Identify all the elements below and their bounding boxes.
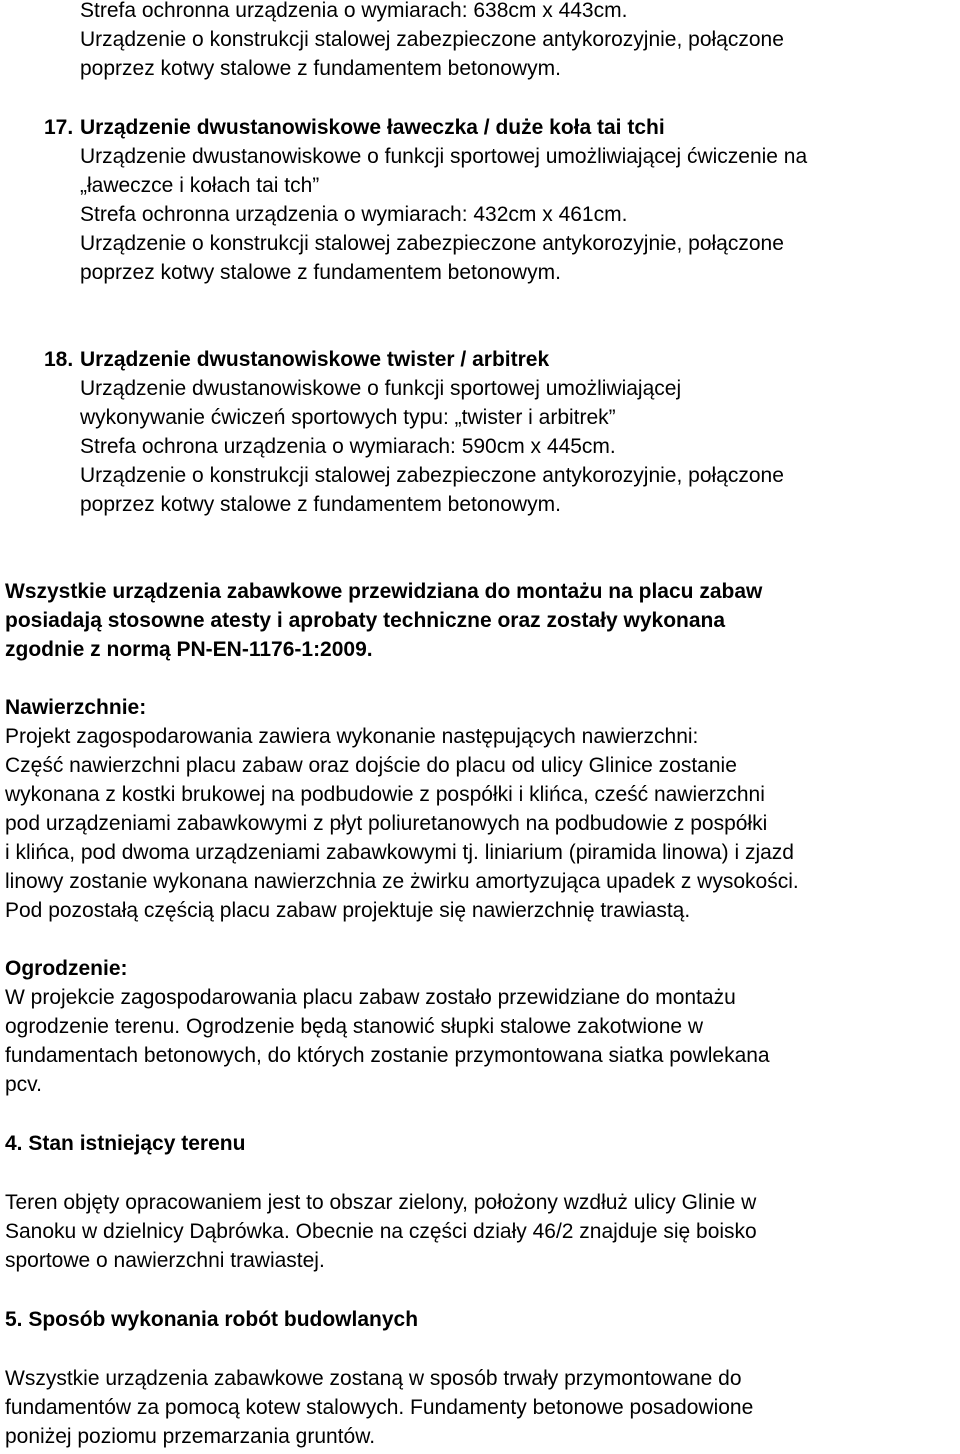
section-5-line-1: Wszystkie urządzenia zabawkowe zostaną w sposób trwały przymontowane do bbox=[5, 1367, 742, 1390]
item-18-line-4: Urządzenie o konstrukcji stalowej zabezpieczone antykorozyjnie, połączone bbox=[80, 464, 784, 487]
certification-line-2: posiadają stosowne atesty i aprobaty techniczne oraz zostały wykonana bbox=[5, 609, 726, 632]
section-5-line-3: poniżej poziomu przemarzania gruntów. bbox=[5, 1425, 376, 1448]
section-4-heading: 4. Stan istniejący terenu bbox=[5, 1132, 246, 1155]
item-18-title: Urządzenie dwustanowiskowe twister / arbitrek bbox=[80, 348, 550, 371]
section-5-line-2: fundamentów za pomocą kotew stalowych. Fundamenty betonowe posadowione bbox=[5, 1396, 754, 1419]
section-5-heading: 5. Sposób wykonania robót budowlanych bbox=[5, 1308, 419, 1331]
section-4-line-1: Teren objęty opracowaniem jest to obszar zielony, położony wzdłuż ulicy Glinie w bbox=[5, 1191, 757, 1214]
fencing-line-4: pcv. bbox=[5, 1073, 42, 1096]
item-17-line-5: poprzez kotwy stalowe z fundamentem betonowym. bbox=[80, 261, 561, 284]
surfaces-line-1: Projekt zagospodarowania zawiera wykonanie następujących nawierzchni: bbox=[5, 725, 699, 748]
item-17-title: Urządzenie dwustanowiskowe ławeczka / duże koła tai tchi bbox=[80, 116, 665, 139]
item-18-number: 18. bbox=[44, 348, 74, 371]
fencing-line-2: ogrodzenie terenu. Ogrodzenie będą stanowić słupki stalowe zakotwione w bbox=[5, 1015, 704, 1038]
certification-line-3: zgodnie z normą PN-EN-1176-1:2009. bbox=[5, 638, 373, 661]
surfaces-line-2: Część nawierzchni placu zabaw oraz dojście do placu od ulicy Glinice zostanie bbox=[5, 754, 737, 777]
item-17-line-2: „ławeczce i kołach tai tch” bbox=[80, 174, 320, 197]
surfaces-line-6: linowy zostanie wykonana nawierzchnia ze żwirku amortyzująca upadek z wysokości. bbox=[5, 870, 799, 893]
item-18-line-1: Urządzenie dwustanowiskowe o funkcji sportowej umożliwiającej bbox=[80, 377, 682, 400]
surfaces-line-5: i klińca, pod dwoma urządzeniami zabawkowymi tj. liniarium (piramida linowa) i zjazd bbox=[5, 841, 794, 864]
section-4-line-2: Sanoku w dzielnicy Dąbrówka. Obecnie na części działy 46/2 znajduje się boisko bbox=[5, 1220, 757, 1243]
surfaces-line-4: pod urządzeniami zabawkowymi z płyt poliuretanowych na podbudowie z pospółki bbox=[5, 812, 768, 835]
surfaces-line-7: Pod pozostałą częścią placu zabaw projektuje się nawierzchnię trawiastą. bbox=[5, 899, 691, 922]
item-18-line-2: wykonywanie ćwiczeń sportowych typu: „twister i arbitrek” bbox=[80, 406, 616, 429]
item-18-line-5: poprzez kotwy stalowe z fundamentem betonowym. bbox=[80, 493, 561, 516]
surfaces-heading: Nawierzchnie: bbox=[5, 696, 147, 719]
item-17-line-4: Urządzenie o konstrukcji stalowej zabezpieczone antykorozyjnie, połączone bbox=[80, 232, 784, 255]
fencing-line-1: W projekcie zagospodarowania placu zabaw zostało przewidziane do montażu bbox=[5, 986, 736, 1009]
surfaces-line-3: wykonana z kostki brukowej na podbudowie z pospółki i klińca, cześć nawierzchni bbox=[5, 783, 765, 806]
intro-line-2: Urządzenie o konstrukcji stalowej zabezpieczone antykorozyjnie, połączone bbox=[80, 28, 784, 51]
item-17-number: 17. bbox=[44, 116, 74, 139]
item-17-line-1: Urządzenie dwustanowiskowe o funkcji sportowej umożliwiającej ćwiczenie na bbox=[80, 145, 808, 168]
intro-line-1: Strefa ochronna urządzenia o wymiarach: 638cm x 443cm. bbox=[80, 0, 628, 22]
item-18-line-3: Strefa ochrona urządzenia o wymiarach: 590cm x 445cm. bbox=[80, 435, 616, 458]
fencing-line-3: fundamentach betonowych, do których zostanie przymontowana siatka powlekana bbox=[5, 1044, 770, 1067]
item-17-line-3: Strefa ochronna urządzenia o wymiarach: 432cm x 461cm. bbox=[80, 203, 628, 226]
fencing-heading: Ogrodzenie: bbox=[5, 957, 128, 980]
section-4-line-3: sportowe o nawierzchni trawiastej. bbox=[5, 1249, 325, 1272]
certification-line-1: Wszystkie urządzenia zabawkowe przewidziana do montażu na placu zabaw bbox=[5, 580, 763, 603]
intro-line-3: poprzez kotwy stalowe z fundamentem betonowym. bbox=[80, 57, 561, 80]
